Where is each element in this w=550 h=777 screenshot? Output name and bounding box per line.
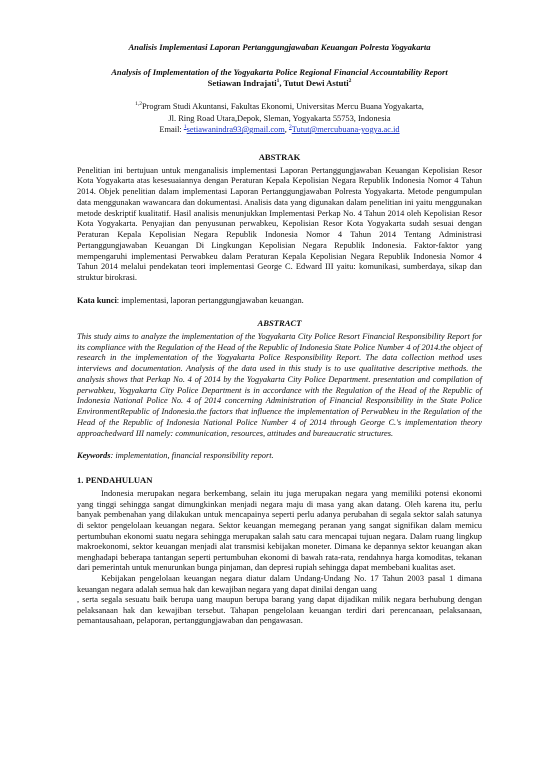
email-line [77,124,482,136]
kata-kunci-line [77,295,482,306]
author-2-superscript: 2 [348,78,352,85]
keywords-line [77,450,482,461]
paper-title-indonesian: Analisis Implementasi Laporan Pertanggungjawaban Keuangan Polresta Yogyakarta [128,42,431,52]
intro-paragraph-3: , serta segala sesuatu baik berupa uang maupun berupa barang yang dapat dijadikan milik negara berhubung dengan pelaksanaan hak dan kewajiban tersebut. Tahapan pengelolaan keuangan terdiri dari perencanaan, pelaksanaan, pemantausahaan, pelaporan, pertanggungjawaban dan pengawasan. [77,595,482,626]
affiliation-line-2: Jl. Ring Road Utara,Depok, Sleman, Yogyakarta 55753, Indonesia [168,113,391,123]
email-separator: , [284,125,289,134]
paper-title-english: Analysis of Implementation of the Yogyakarta Police Regional Financial Accountability Report [111,67,448,77]
keywords-text: : implementation, financial responsibility report. [110,451,274,461]
affiliation-text-1: Program Studi Akuntansi, Fakultas Ekonomi, Universitas Mercu Buana Yogyakarta, [141,102,424,111]
email-2-superscript: 2 [288,124,292,131]
author-1-superscript: 1 [276,78,280,85]
email-1-superscript: 1 [183,124,187,131]
affiliation-line-1 [77,101,482,113]
affiliation-superscript: 1,2 [135,101,142,108]
abstrak-body: Penelitian ini bertujuan untuk menganalisis implementasi Laporan Pertanggungjawaban Keuangan Kepolisian Resor Kota Yogyakarta atas kesesuaiannya dengan Peraturan Kepala Kepolisian Negara Republik Indonesia Nomor 4 Tahun 2014. Objek penelitian dalam implementasi Laporan Pertanggungjawaban Polresta Yogyakarta. Metode pengumpulan data menggunakan wawancara dan dokumentasi. Analisis data yang digunakan dalam penelitian ini yaitu menggunakan metode deskriptif kualitatif. Hasil analisis menunjukkan Implementasi Perkap No. 4 Tahun 2014 oleh Kepolisian Resor Kota Yogyakarta. Penyajian dan penyusunan perwabkeu, Kepolisian Resor Kota Yogyakarta sudah sesuai dengan Peraturan Kepala Kepolisian Negara Republik Indonesia Nomor 4 Tahun 2014 Tentang Administrasi Pertanggungjawaban Keuangan Di Lingkungan Kepolisian Negara Republik Indonesia. Faktor-faktor yang mempengaruhi implementasi Perwabkeu dalam Peraturan Kepala Kepolisian Negara Republik Indonesia Nomor 4 Tahun 2014 melalui pendekatan teori implementasi George C. Edward III yaitu: komunikasi, sumberdaya, sikap dan struktur birokrasi. [77,165,482,282]
email-label: Email: [159,125,184,134]
keywords-label: Keywords [77,451,111,461]
intro-paragraph-1: Indonesia merupakan negara berkembang, selain itu juga merupakan negara yang memiliki potensi ekonomi yang tinggi sehingga sangat dimungkinkan menjadi negara maju di masa yang akan datang. Oleh karena itu, perlu banyak pembenahan yang dilakukan untuk mencapainya seperti perlu adanya perubahan di segala sektor salah satunya di sektor pengelolaan keuangan negara. Sektor keuangan memegang peranan yang sangat signifikan dalam memicu pertumbuhan ekonomi suatu negara sehingga merupakan salah satu cara mencapai tujuan negara. Dalam ruang lingkup makroekonomi, sektor keuangan menjadi alat transmisi kebijakan moneter. Dimana ke depannya sektor keuangan akan menghadapi beberapa tantangan seperti pertumbuhan ekonomi di bawah rata-rata, rendahnya harga komoditas, tekanan dari pemerintah untuk menurunkan bunga pinjaman, dan depresi rupiah sehingga dapat membebani kualitas aset. [77,489,482,573]
section-heading-pendahuluan: 1. PENDAHULUAN [77,475,153,486]
abstract-body: This study aims to analyze the implementation of the Yogyakarta City Police Resort Financial Responsibility Report for its compliance with the Regulation of the Head of the Republic of Indonesia State Police Number 4 of 2014.the object of research in the implementation of the Yogyakarta Police Responsibility Report. The data collection method uses interviews and documentation. Analysis of the data used in this study is to use qualitative descriptive methods. the analysis shows that Perkap No. 4 of 2014 by the Yogyakarta City Police Department. presentation and compilation of perwabkeu, Yogyakarta City Police Department is in accordance with the Regulation of the Head of the Republic of Indonesia National Police No. 4 of 2014 concerning Administration of Financial Responsibility in the State Police EnvironmentRepublic of Indonesia.the factors that influence the implementation of Perwabkeu in the Regulation of the Head of the Republic of Indonesia National Police Number 4 of 2014 through George C.'s implementation theory approachedward III namely: communication, resources, attitudes and bureaucratic structures. [77,331,482,438]
email-link-1[interactable]: setiawanindra93@gmail.com [186,125,285,134]
kata-kunci-label: Kata kunci [77,295,117,305]
kata-kunci-text: : implementasi, laporan pertanggungjawaban keuangan. [116,295,304,305]
abstrak-heading: ABSTRAK [258,151,301,162]
intro-paragraph-2: Kebijakan pengelolaan keuangan negara diatur dalam Undang-Undang No. 17 Tahun 2003 pasal 1 dimana keuangan negara adalah semua hak dan kewajiban negara yang dapat dinilai dengan uang [77,574,482,594]
author-separator: , [279,78,284,88]
email-link-2[interactable]: Tutut@mercubuana-yogya.ac.id [291,125,400,134]
abstract-heading: ABSTRACT [257,317,302,328]
author-line [77,78,482,89]
author-name-1: Setiawan Indrajati [207,78,277,88]
author-name-2: Tutut Dewi Astuti [283,78,349,88]
